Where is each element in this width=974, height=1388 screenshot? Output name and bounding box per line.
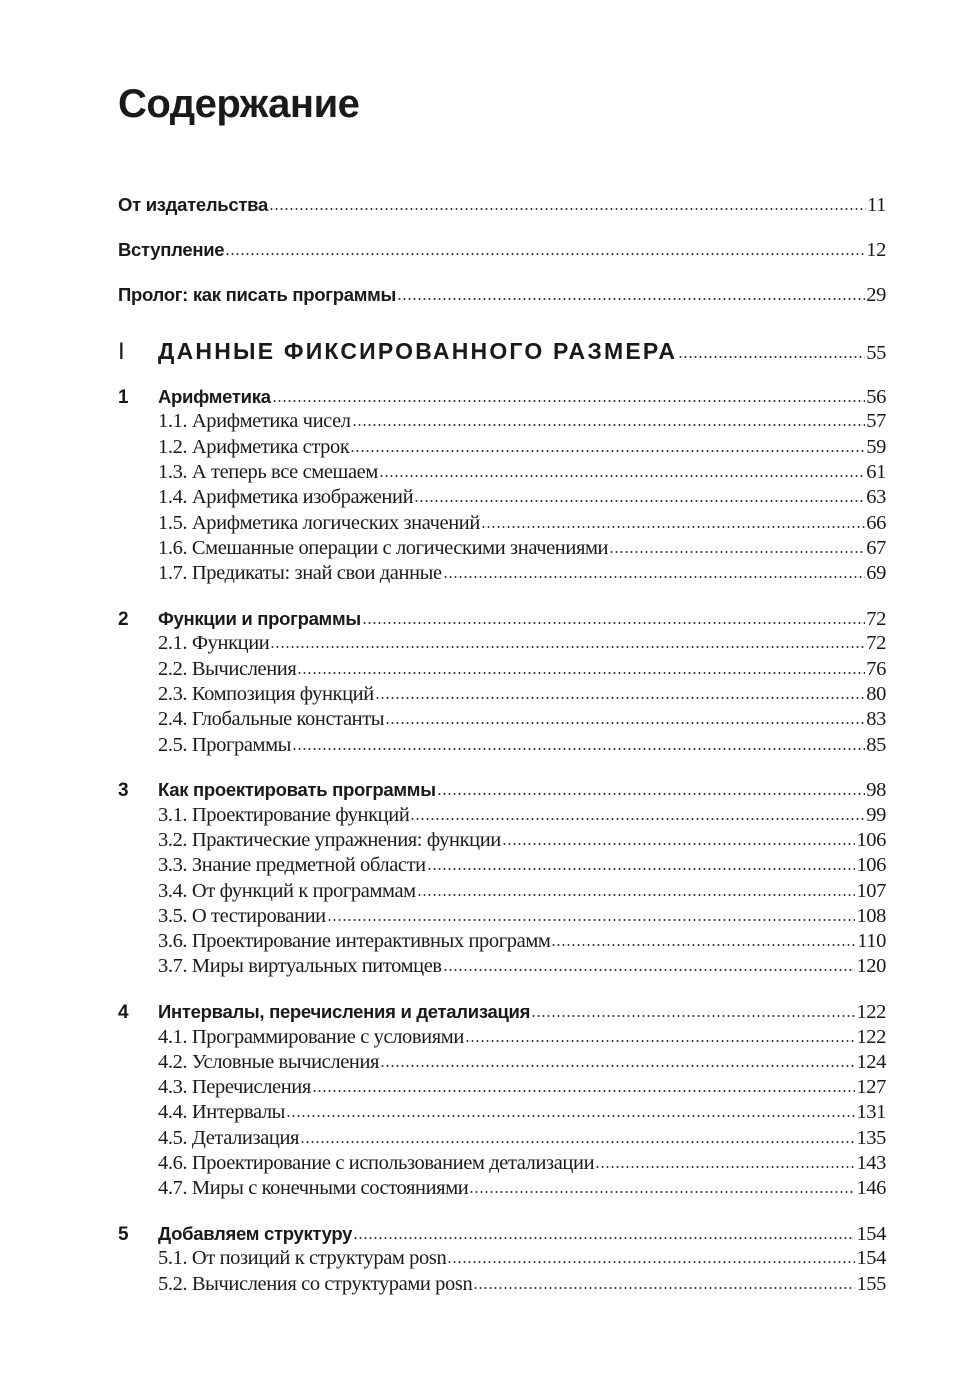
- dot-leader: [410, 817, 865, 821]
- section-entry[interactable]: [118, 511, 886, 536]
- page-number: 57: [866, 410, 886, 433]
- entry-title: Интервалы, перечисления и детализация: [158, 1001, 531, 1023]
- dot-leader: [312, 1089, 856, 1093]
- dot-leader: [397, 297, 865, 301]
- entry-title: 1.7. Предикаты: знай свои данные: [158, 562, 442, 585]
- page-number: 76: [866, 657, 886, 680]
- page-number: 63: [866, 486, 886, 509]
- page-number: 131: [856, 1101, 886, 1124]
- page-number: 72: [866, 608, 886, 631]
- page-number: 72: [866, 632, 886, 655]
- page-number: 120: [856, 955, 886, 978]
- entry-title: 3.7. Миры виртуальных питомцев: [158, 955, 442, 978]
- page-number: 11: [867, 194, 886, 216]
- section-entry[interactable]: [118, 707, 886, 732]
- chapter-entry[interactable]: [118, 999, 886, 1024]
- front-matter-entry[interactable]: [118, 237, 886, 262]
- entry-title: От издательства: [118, 194, 268, 215]
- page-number: 55: [866, 342, 886, 365]
- entry-title: Добавляем структуру: [158, 1223, 353, 1245]
- dot-leader: [551, 943, 856, 947]
- dot-leader: [595, 1165, 855, 1169]
- page-number: 66: [866, 511, 886, 534]
- part-entry[interactable]: [118, 339, 886, 364]
- section-entry[interactable]: [118, 1151, 886, 1176]
- page-number: 56: [866, 386, 886, 409]
- entry-title: 1.3. А теперь все смешаем: [158, 461, 378, 484]
- dot-leader: [447, 1260, 855, 1264]
- dot-leader: [427, 867, 856, 871]
- page-number: 83: [866, 708, 886, 731]
- section-entry[interactable]: [118, 1176, 886, 1201]
- dot-leader: [353, 1236, 855, 1240]
- chapter-entry[interactable]: [118, 606, 886, 631]
- page-number: 80: [866, 682, 886, 705]
- dot-leader: [225, 252, 865, 256]
- entry-number: 2: [118, 609, 129, 631]
- section-entry[interactable]: [118, 631, 886, 656]
- entry-number: I: [118, 338, 125, 366]
- section-entry[interactable]: [118, 409, 886, 434]
- section-entry[interactable]: [118, 536, 886, 561]
- dot-leader: [469, 1190, 855, 1194]
- section-entry[interactable]: [118, 682, 886, 707]
- entry-title: 5.2. Вычисления со структурами posn: [158, 1272, 473, 1295]
- page-number: 99: [866, 803, 886, 826]
- entry-title: 1.2. Арифметика строк: [158, 435, 350, 458]
- entry-title: 4.5. Детализация: [158, 1126, 300, 1149]
- section-entry[interactable]: [118, 435, 886, 460]
- chapter-entry[interactable]: [118, 777, 886, 802]
- section-entry[interactable]: [118, 1100, 886, 1125]
- dot-leader: [609, 550, 865, 554]
- page-number: 143: [856, 1152, 886, 1174]
- section-entry[interactable]: [118, 803, 886, 828]
- page-number: 106: [856, 828, 886, 851]
- section-entry[interactable]: [118, 561, 886, 586]
- entry-title: 1.1. Арифметика чисел: [158, 410, 351, 433]
- dot-leader: [300, 1140, 855, 1144]
- page-number: 106: [856, 854, 886, 877]
- page-number: 110: [857, 930, 886, 953]
- page-number: 98: [866, 779, 886, 802]
- dot-leader: [352, 423, 866, 427]
- entry-title: Арифметика: [158, 386, 271, 408]
- section-entry[interactable]: [118, 485, 886, 510]
- section-entry[interactable]: [118, 828, 886, 853]
- dot-leader: [417, 893, 856, 897]
- section-entry[interactable]: [118, 460, 886, 485]
- dot-leader: [678, 355, 865, 359]
- entry-title: 3.2. Практические упражнения: функции: [158, 828, 501, 851]
- page-number: 85: [866, 733, 886, 756]
- section-entry[interactable]: [118, 1075, 886, 1100]
- dot-leader: [272, 399, 866, 403]
- section-entry[interactable]: [118, 1050, 886, 1075]
- page-number: 127: [856, 1076, 886, 1099]
- dot-leader: [297, 671, 865, 675]
- page-number: 69: [866, 562, 886, 585]
- entry-title: 2.5. Программы: [158, 733, 292, 756]
- entry-title: 4.2. Условные вычисления: [158, 1050, 380, 1073]
- table-of-contents: [118, 192, 886, 1297]
- dot-leader: [350, 449, 865, 453]
- dot-leader: [292, 747, 865, 751]
- dot-leader: [380, 1064, 855, 1068]
- section-entry[interactable]: [118, 1126, 886, 1151]
- dot-leader: [443, 968, 856, 972]
- section-entry[interactable]: [118, 879, 886, 904]
- front-matter-entry[interactable]: [118, 192, 886, 217]
- dot-leader: [437, 792, 866, 796]
- entry-title: 3.3. Знание предметной области: [158, 854, 426, 877]
- section-entry[interactable]: [118, 1272, 886, 1297]
- section-entry[interactable]: [118, 904, 886, 929]
- section-entry[interactable]: [118, 657, 886, 682]
- entry-title: 1.6. Смешанные операции с логическими значениями: [158, 536, 609, 559]
- front-matter-entry[interactable]: [118, 282, 886, 307]
- page-number: 135: [856, 1126, 886, 1149]
- page-number: 29: [866, 283, 886, 306]
- entry-title: 4.3. Перечисления: [158, 1076, 311, 1099]
- dot-leader: [375, 696, 865, 700]
- section-entry[interactable]: [118, 929, 886, 954]
- dot-leader: [473, 1286, 855, 1290]
- entry-title: 4.1. Программирование с условиями: [158, 1025, 464, 1048]
- entry-title: 1.4. Арифметика изображений: [158, 486, 414, 509]
- entry-title: 3.5. О тестировании: [158, 904, 326, 927]
- dot-leader: [269, 207, 866, 211]
- entry-title: 4.6. Проектирование с использованием детализации: [158, 1152, 595, 1174]
- entry-title: 2.3. Композиция функций: [158, 682, 374, 705]
- page-number: 155: [856, 1272, 886, 1295]
- entry-title: 3.4. От функций к программам: [158, 879, 416, 902]
- dot-leader: [286, 1114, 855, 1118]
- page-number: 154: [856, 1223, 886, 1246]
- entry-title: 5.1. От позиций к структурам posn: [158, 1247, 447, 1270]
- page-number: 122: [856, 1001, 886, 1024]
- section-entry[interactable]: [118, 954, 886, 979]
- dot-leader: [379, 474, 865, 478]
- dot-leader: [481, 525, 865, 529]
- dot-leader: [270, 645, 865, 649]
- page-number: 59: [866, 435, 886, 458]
- dot-leader: [362, 621, 865, 625]
- page-number: 146: [856, 1177, 886, 1200]
- dot-leader: [385, 721, 865, 725]
- page-number: 108: [856, 904, 886, 927]
- entry-number: 1: [118, 387, 129, 409]
- dot-leader: [502, 842, 856, 846]
- page-title: Содержание: [118, 82, 360, 126]
- entry-title: Как проектировать программы: [158, 779, 436, 801]
- page-number: 154: [856, 1247, 886, 1270]
- entry-title: Вступление: [118, 238, 225, 260]
- entry-title: Функции и программы: [158, 608, 361, 630]
- entry-title: 2.2. Вычисления: [158, 657, 297, 680]
- page-number: 67: [866, 536, 886, 559]
- entry-title: ДАННЫЕ ФИКСИРОВАННОГО РАЗМЕРА: [158, 338, 678, 365]
- entry-title: Пролог: как писать программы: [118, 283, 396, 305]
- section-entry[interactable]: [118, 733, 886, 758]
- dot-leader: [531, 1014, 855, 1018]
- page-number: 124: [856, 1050, 886, 1073]
- dot-leader: [465, 1039, 856, 1043]
- entry-title: 2.4. Глобальные константы: [158, 708, 385, 731]
- chapter-entry[interactable]: [118, 1221, 886, 1246]
- chapter-entry[interactable]: [118, 384, 886, 409]
- dot-leader: [443, 575, 866, 579]
- entry-title: 4.7. Миры с конечными состояниями: [158, 1177, 469, 1200]
- entry-title: 4.4. Интервалы: [158, 1101, 286, 1124]
- section-entry[interactable]: [118, 853, 886, 878]
- entry-number: 3: [118, 780, 129, 802]
- dot-leader: [414, 499, 865, 503]
- entry-title: 3.6. Проектирование интерактивных программ: [158, 930, 551, 953]
- entry-number: 5: [118, 1224, 129, 1246]
- page-number: 61: [866, 461, 886, 484]
- section-entry[interactable]: [118, 1025, 886, 1050]
- section-entry[interactable]: [118, 1246, 886, 1271]
- dot-leader: [327, 918, 856, 922]
- entry-title: 1.5. Арифметика логических значений: [158, 511, 480, 534]
- entry-number: 4: [118, 1002, 129, 1024]
- entry-title: 2.1. Функции: [158, 632, 270, 655]
- entry-title: 3.1. Проектирование функций: [158, 803, 410, 826]
- page-number: 12: [866, 238, 886, 261]
- page-number: 122: [856, 1025, 886, 1048]
- page-number: 107: [856, 879, 886, 902]
